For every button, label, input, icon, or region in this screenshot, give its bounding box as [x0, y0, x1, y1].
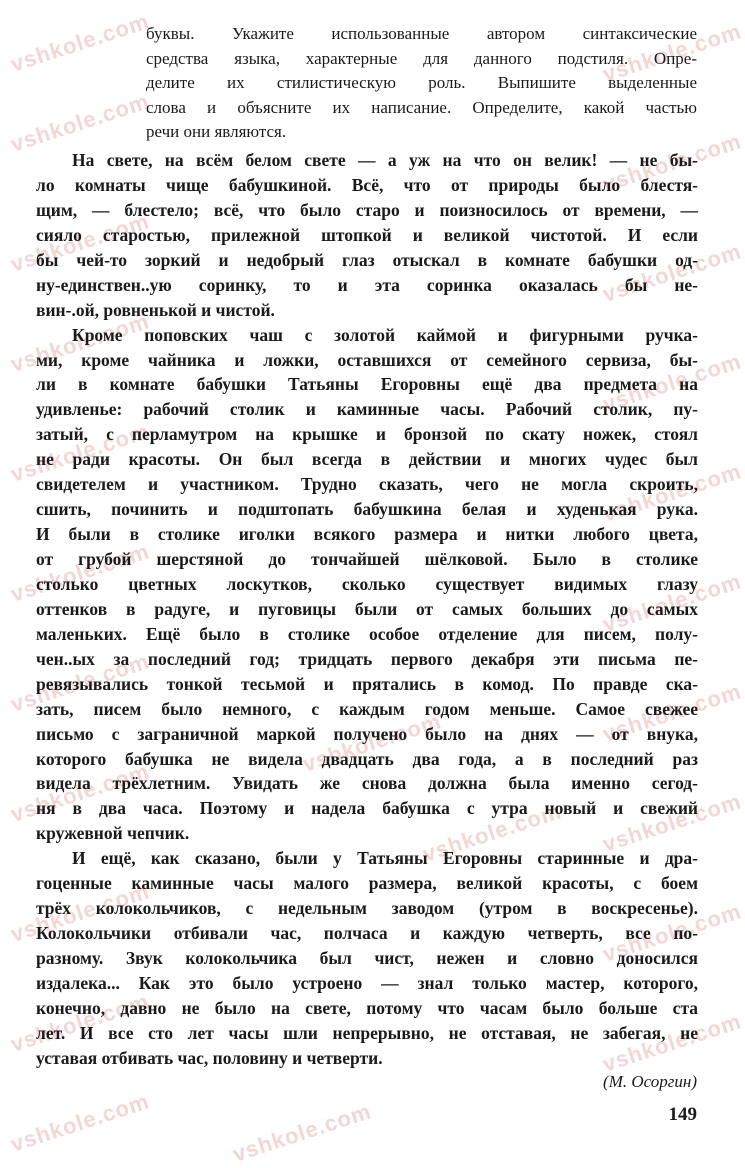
text-line: затый, с перламутром на крышке и бронзой по скату ножек, стоял [36, 424, 698, 445]
watermark: vshkole.com [599, 238, 745, 307]
watermark: vshkole.com [299, 708, 445, 777]
watermark: vshkole.com [599, 898, 745, 967]
watermark: vshkole.com [229, 1098, 375, 1167]
text-line: сшить, починить и подштопать бабушкина белая и худенькая рука. [36, 499, 698, 520]
watermark: vshkole.com [7, 1088, 153, 1157]
text-line: конечно, давно не было на свете, потому что часам было больше ста [36, 997, 698, 1018]
text-line: от грубой шерстяной до тончайшей шёлковой. Было в столике [36, 549, 698, 569]
task-line: речи они являются. [146, 122, 287, 141]
text-line: уставая отбивать час, половину и четверти. [36, 1047, 383, 1068]
text-line: столько цветных лоскутков, сколько существует видимых глазу [36, 573, 698, 594]
text-line: бы чей-то зоркий и недобрый глаз отыскал в комнате бабушки од- [36, 249, 698, 270]
text-line: На свете, на всём белом свете — а уж на что он велик! — не бы- [72, 150, 698, 170]
watermark: vshkole.com [599, 1008, 745, 1077]
watermark: vshkole.com [599, 128, 745, 197]
text-line: оттенков в радуге, и пуговицы были от самых больших до самых [36, 598, 698, 619]
watermark: vshkole.com [599, 18, 745, 87]
text-line: лет. И все сто лет часы шли непрерывно, не отставая, не забегая, не [36, 1022, 698, 1043]
watermark: vshkole.com [7, 988, 153, 1057]
watermark: vshkole.com [7, 88, 153, 157]
text-line: ну-единствен..ую соринку, то и эта соринка оказалась бы не- [36, 274, 698, 295]
text-line: И были в столике иголки всякого размера и нитки любого цвета, [36, 524, 698, 545]
task-line: буквы. Укажите использованные автором синтаксические [146, 24, 697, 43]
text-line: свидетелем и участником. Трудно сказать, чего не могла скроить, [36, 474, 698, 495]
text-line: гоценные каминные часы малого размера, великой красоты, с боем [36, 873, 698, 894]
text-line: маленьких. Ещё было в столике особое отделение для писем, полу- [36, 623, 698, 644]
text-line: ло комнаты чище бабушкиной. Всё, что от природы было блестя- [36, 174, 698, 195]
text-line: вин-.ой, ровненькой и чистой. [36, 299, 275, 320]
watermark: vshkole.com [7, 208, 153, 277]
text-line: ли в комнате бабушки Татьяны Егоровны ещё два предмета на [36, 374, 698, 395]
text-line: ня в два часа. Поэтому и надела бабушка с утра новый и свежий [36, 798, 698, 819]
text-line: трёх колокольчиков, с недельным заводом (утром в воскресенье). [36, 898, 698, 919]
watermark: vshkole.com [599, 458, 745, 527]
text-line: кружевной чепчик. [36, 823, 190, 844]
watermark: vshkole.com [7, 418, 153, 487]
text-line: разному. Звук колокольчика был чист, нежен и словно доносился [36, 948, 698, 968]
watermark: vshkole.com [7, 758, 153, 827]
text-line: письмо с заграничной маркой получено было на днях — от внука, [36, 723, 698, 744]
text-line: удивленье: рабочий столик и каминные часы. Рабочий столик, пу- [36, 399, 698, 420]
task-line: средства языка, характерные для данного подстиля. Опре- [146, 48, 697, 68]
watermark: vshkole.com [599, 348, 745, 417]
watermark: vshkole.com [599, 568, 745, 637]
watermark: vshkole.com [7, 308, 153, 377]
text-line: щим, — блестело; всё, что было старо и поизносилось от времени, — [36, 199, 698, 220]
watermark: vshkole.com [7, 878, 153, 947]
text-line: Колокольчики отбивали час, полчаса и каждую четверть, все по- [36, 923, 698, 944]
text-line: издалека... Как это было устроено — знал только мастер, которого, [36, 972, 698, 993]
literary-text [36, 148, 698, 1071]
watermark: vshkole.com [599, 678, 745, 747]
watermark: vshkole.com [419, 798, 565, 867]
text-line: которого бабушка не видела двадцать два года, а в последний раз [36, 748, 698, 769]
task-line: делите их стилистическую роль. Выпишите выделенные [146, 73, 697, 92]
text-line: зать, писем было немного, с каждым годом меньше. Самое свежее [36, 698, 698, 719]
text-line: ревязывались тонкой тесьмой и прятались в комод. По правде ска- [36, 673, 698, 694]
text-line: не ради красоты. Он был всегда в действии и многих чудес был [36, 449, 698, 470]
task-instructions [146, 22, 697, 145]
page-number: 149 [668, 1104, 697, 1125]
text-line: чен..ых за последний год; тридцать первого декабря эти письма пе- [36, 648, 698, 669]
watermark: vshkole.com [7, 8, 153, 77]
text-line: сияло старостью, прилежной штопкой и великой чистотой. И если [36, 224, 698, 245]
watermark: vshkole.com [599, 788, 745, 857]
watermark: vshkole.com [7, 648, 153, 717]
author-attribution: (М. Осоргин) [603, 1072, 697, 1091]
watermark: vshkole.com [7, 538, 153, 607]
task-line: слова и объясните их написание. Определите, какой частью [146, 97, 697, 117]
text-line: ми, кроме чайника и ложки, оставшихся от семейного сервиза, бы- [36, 349, 698, 370]
text-line: видела трёхлетним. Увидать же снова должна была именно сегод- [36, 773, 698, 794]
text-line: И ещё, как сказано, были у Татьяны Егоровны старинные и дра- [72, 848, 698, 869]
text-line: Кроме поповских чаш с золотой каймой и фигурными ручка- [72, 324, 698, 345]
